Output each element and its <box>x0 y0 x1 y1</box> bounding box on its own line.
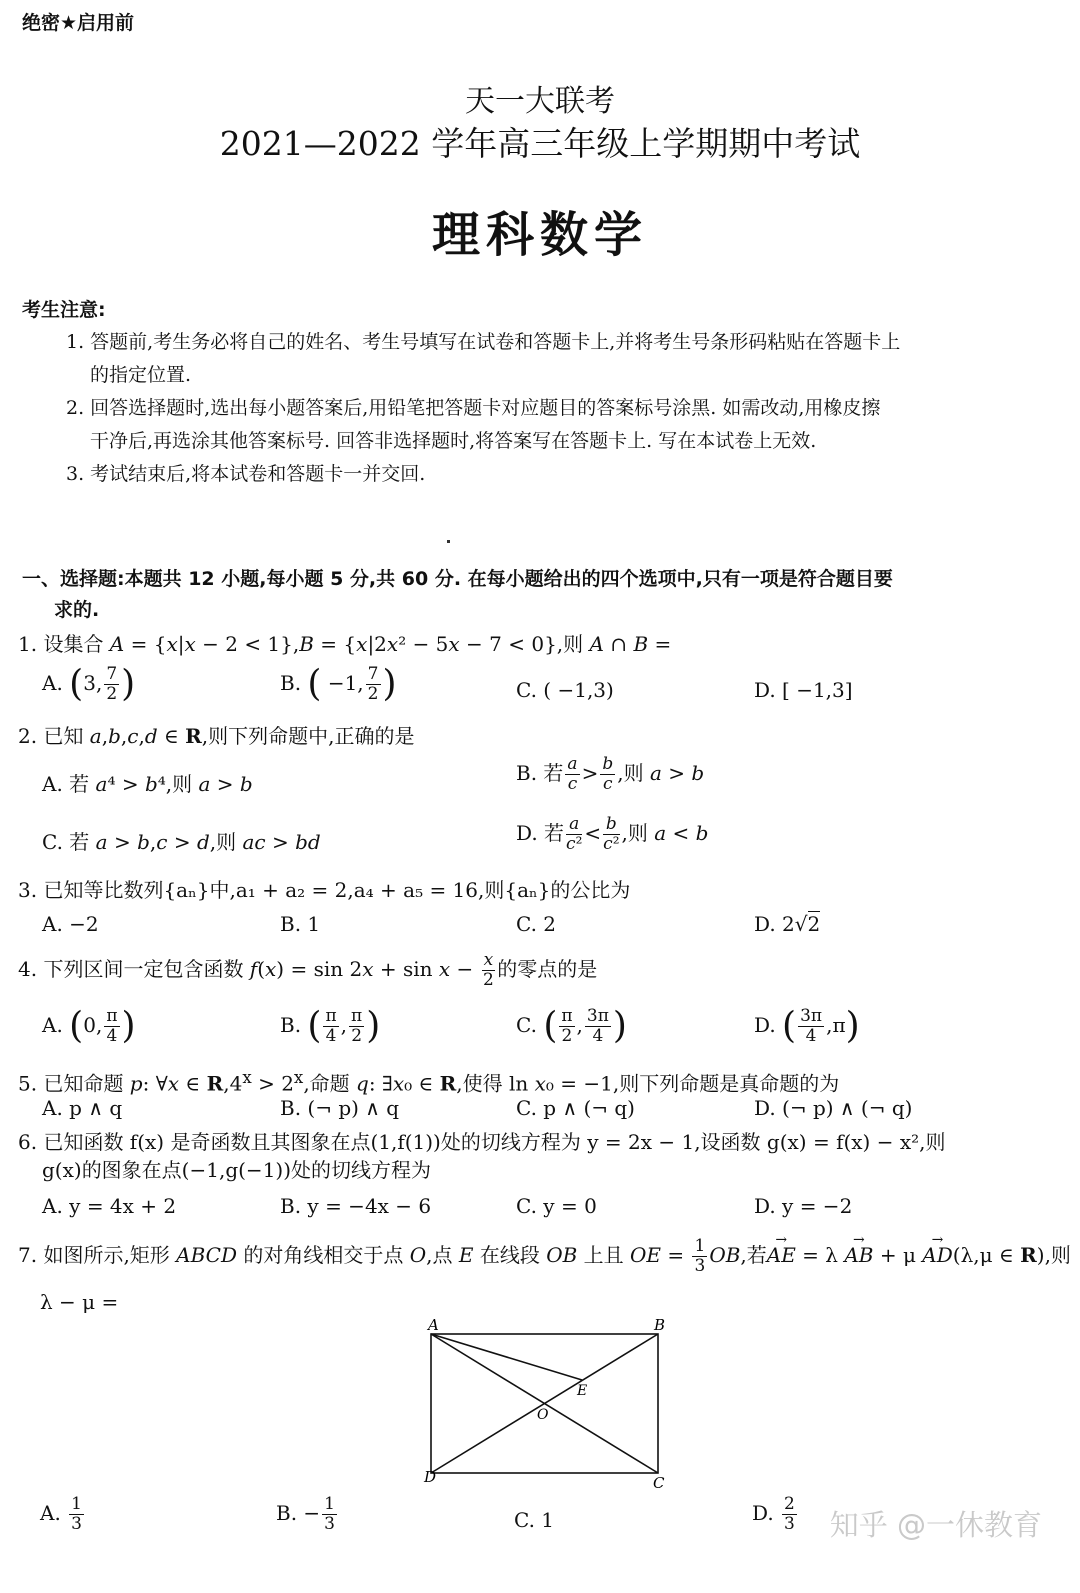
q7-stem-tail: λ − μ = <box>40 1290 119 1314</box>
question-1-stem: 1. 设集合 A = {x|x − 2 < 1},B = {x|2x² − 5x − 7 < 0},则 A ∩ B = <box>18 632 672 656</box>
q6-option-d: D. y = −2 <box>754 1194 853 1218</box>
q1-option-d: D. [ −1,3] <box>754 678 853 702</box>
segment-ae <box>431 1334 582 1380</box>
subject-title: 理科数学 <box>431 207 648 263</box>
q6-option-a: A. y = 4x + 2 <box>42 1194 177 1218</box>
q4-option-c: C. ( $\frac{\pi}{2}$ , $\frac{3\pi}{4}$ ) <box>516 1005 627 1047</box>
notice-item-2: 2. 回答选择题时,选出每小题答案后,用铅笔把答题卡对应题目的答案标号涂黑. 如需改动,用橡皮擦 干净后,再选涂其他答案标号. 回答非选择题时,将答案写在答题卡上. 写在本试卷上无效. <box>66 397 881 452</box>
q5-option-d: D. (¬ p) ∧ (¬ q) <box>754 1096 913 1120</box>
question-3-stem: 3. 已知等比数列{aₙ}中,a₁ + a₂ = 2,a₄ + a₅ = 16,则{aₙ}的公比为 <box>18 878 631 902</box>
exam-organizer: 天一大联考 <box>465 84 615 119</box>
q4-option-d: D. ( $\frac{3\pi}{4}$ ,π) <box>754 1005 860 1047</box>
q1-option-c: C. ( −1,3) <box>516 678 614 702</box>
q6-option-c: C. y = 0 <box>516 1194 597 1218</box>
q7-option-b: B. − $\frac{1}{3}$ <box>276 1494 335 1534</box>
q3-option-a: A. −2 <box>42 912 99 936</box>
q6-option-b: B. y = −4x − 6 <box>280 1194 432 1218</box>
q3-option-b: B. 1 <box>280 912 321 936</box>
label-b: B <box>654 1316 666 1334</box>
q7-option-a: A. $\frac{1}{3}$ <box>40 1494 82 1534</box>
label-d: D <box>424 1468 437 1486</box>
q1-option-b: B. ( −1, $\frac{7}{2}$ ) <box>280 663 397 705</box>
q2-option-c: C. 若 a > b,c > d,则 ac > bd <box>42 830 321 854</box>
q2-option-a: A. 若 a⁴ > b⁴,则 a > b <box>42 772 253 796</box>
q1-option-a: A. (3, $\frac{7}{2}$ ) <box>42 663 136 705</box>
confidential-label: 绝密★启用前 <box>22 12 135 34</box>
q5-option-a: A. p ∧ q <box>42 1096 123 1120</box>
q7-option-c: C. 1 <box>514 1508 555 1532</box>
notice-item-1: 1. 答题前,考生务必将自己的姓名、考生号填写在试卷和答题卡上,并将考生号条形码粘贴在答题卡上 的指定位置. <box>66 331 901 386</box>
section-heading: 一、选择题:本题共 12 小题,每小题 5 分,共 60 分. 在每小题给出的四个选项中,只有一项是符合题目要 求的. <box>22 568 893 621</box>
question-6-stem: 6. 已知函数 f(x) 是奇函数且其图象在点(1,f(1))处的切线方程为 y = 2x − 1,设函数 g(x) = f(x) − x²,则 g(x)的图象在点(−1,g(−1))处的切线方程为 <box>18 1130 946 1182</box>
watermark: 知乎 @一休教育 <box>829 1508 1042 1542</box>
rectangle-figure <box>420 1316 680 1491</box>
question-7-stem: 7. 如图所示,矩形 ABCD 的对角线相交于点 O,点 E 在线段 OB 上且 OE = $\frac{1}{3}$ OB,若→ AE = λ → AB + μ → AD(λ,μ ∈ R),则 <box>18 1238 1068 1275</box>
q3-option-c: C. 2 <box>516 912 557 936</box>
q3-option-d: D. 2√2 <box>754 912 821 936</box>
q7-option-d: D. $\frac{2}{3}$ <box>752 1494 795 1534</box>
label-o: O <box>537 1407 549 1423</box>
label-c: C <box>653 1474 665 1491</box>
label-a: A <box>428 1316 439 1334</box>
q5-option-b: B. (¬ p) ∧ q <box>280 1096 400 1120</box>
notice-heading: 考生注意: <box>22 299 106 321</box>
question-5-stem: 5. 已知命题 p: ∀x ∈ $R,4^x > 2^x$,命题 q: ∃x₀ ∈ R,使得 ln x₀ = −1,则下列命题是真命题的为 <box>18 1068 840 1096</box>
q4-option-a: A. (0, $\frac{\pi}{4}$ ) <box>42 1005 136 1047</box>
notice-list <box>66 326 1056 491</box>
label-e: E <box>577 1383 588 1399</box>
question-2-stem: 2. 已知 a,b,c,d ∈ R,则下列命题中,正确的是 <box>18 724 415 748</box>
question-4-stem: 4. 下列区间一定包含函数 f(x) = sin 2x + sin x − $\frac{x}{2}$ 的零点的是 <box>18 950 598 990</box>
notice-item-3: 3. 考试结束后,将本试卷和答题卡一并交回. <box>66 463 426 485</box>
exam-title: 2021—2022 学年高三年级上学期期中考试 <box>219 124 861 163</box>
q4-option-b: B. ( $\frac{\pi}{4}$ , $\frac{\pi}{2}$ ) <box>280 1005 381 1047</box>
q2-option-d: D. 若 $\frac{a}{\text{c²}}$ < $\frac{b}{\text{c²}}$ ,则 a < b <box>516 814 709 854</box>
q2-option-b: B. 若 $\frac{a}{c}$ > $\frac{b}{c}$ ,则 a > b <box>516 754 705 794</box>
q5-option-c: C. p ∧ (¬ q) <box>516 1096 635 1120</box>
dot-mark <box>447 540 450 543</box>
